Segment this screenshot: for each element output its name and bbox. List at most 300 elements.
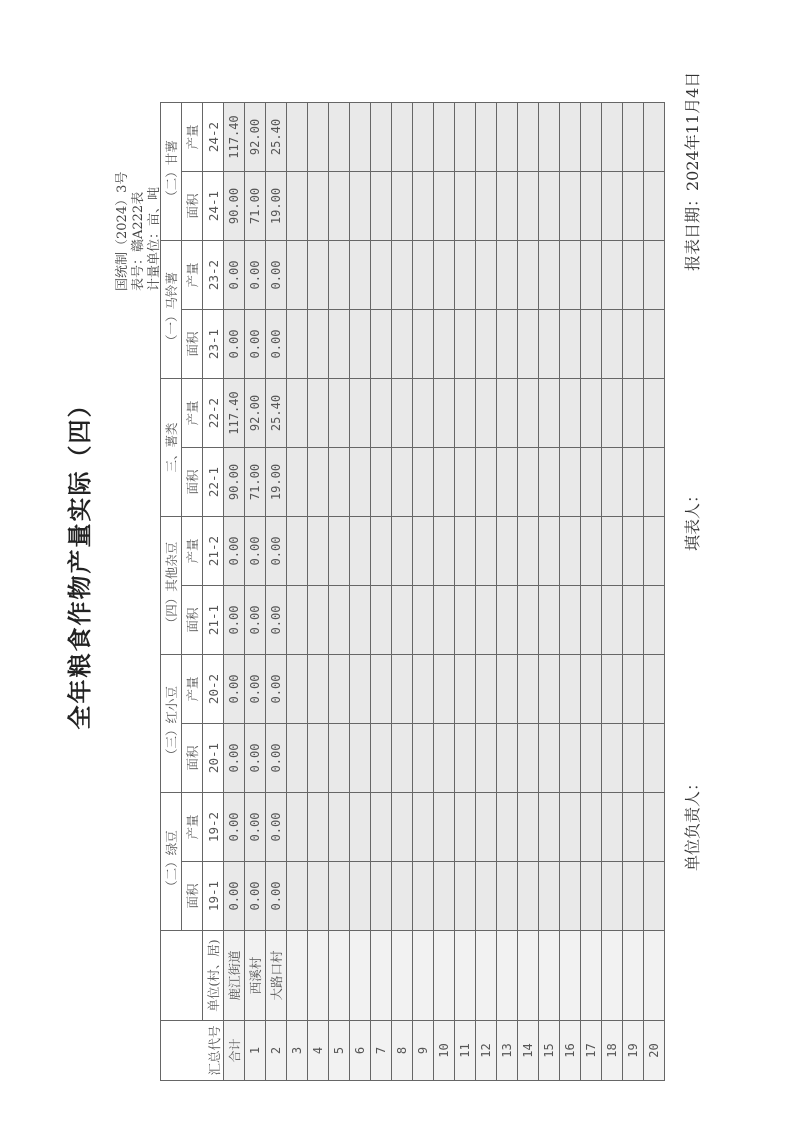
output-cell: [644, 793, 665, 862]
area-cell: [560, 586, 581, 655]
area-cell: [329, 862, 350, 931]
column-code: 22-2: [203, 379, 224, 448]
area-cell: [476, 724, 497, 793]
table-row: [308, 103, 329, 1081]
area-cell: 0.00: [266, 586, 287, 655]
output-cell: [308, 103, 329, 172]
area-header: 面积: [182, 172, 203, 241]
area-cell: [371, 172, 392, 241]
row-code: 13: [497, 1021, 518, 1081]
output-cell: 0.00: [224, 517, 245, 586]
output-cell: [497, 517, 518, 586]
output-cell: [434, 379, 455, 448]
column-code: 24-1: [203, 172, 224, 241]
output-cell: [329, 379, 350, 448]
output-cell: [413, 379, 434, 448]
row-unit-name: [623, 931, 644, 1021]
area-cell: [602, 586, 623, 655]
output-cell: [539, 241, 560, 310]
area-cell: [539, 172, 560, 241]
area-cell: [455, 724, 476, 793]
output-cell: [413, 793, 434, 862]
output-cell: [560, 103, 581, 172]
table-row: [266, 103, 287, 1081]
output-cell: [392, 379, 413, 448]
area-cell: [518, 724, 539, 793]
area-cell: [392, 724, 413, 793]
output-header: 产量: [182, 793, 203, 862]
area-header: 面积: [182, 862, 203, 931]
column-code: 21-2: [203, 517, 224, 586]
output-cell: [350, 793, 371, 862]
area-cell: 0.00: [224, 724, 245, 793]
area-cell: [497, 310, 518, 379]
area-cell: [644, 448, 665, 517]
area-cell: [434, 586, 455, 655]
area-cell: [497, 862, 518, 931]
area-cell: 0.00: [245, 724, 266, 793]
area-cell: [476, 586, 497, 655]
area-cell: 0.00: [245, 310, 266, 379]
area-cell: [602, 172, 623, 241]
row-code: 6: [350, 1021, 371, 1081]
output-cell: [602, 793, 623, 862]
area-cell: [329, 172, 350, 241]
output-cell: 0.00: [266, 655, 287, 724]
row-unit-name: [455, 931, 476, 1021]
output-cell: [434, 517, 455, 586]
area-cell: 0.00: [224, 586, 245, 655]
output-cell: [539, 655, 560, 724]
area-cell: [623, 448, 644, 517]
output-cell: [581, 241, 602, 310]
table-row: [581, 103, 602, 1081]
output-cell: [392, 517, 413, 586]
report-date-label: 报表日期：2024年11月4日: [683, 71, 702, 271]
output-header: 产量: [182, 379, 203, 448]
group-header: （二）绿豆: [161, 793, 182, 931]
col-code-header: 汇总代号: [161, 1021, 224, 1081]
area-cell: [434, 724, 455, 793]
table-row: [245, 103, 266, 1081]
area-cell: [392, 310, 413, 379]
unit-leader-label: 单位负责人：: [683, 774, 702, 871]
output-cell: [581, 655, 602, 724]
meta-table-number: 表号：赣A222表: [131, 191, 146, 291]
output-cell: [644, 103, 665, 172]
output-cell: [413, 103, 434, 172]
area-cell: [623, 586, 644, 655]
area-cell: 71.00: [245, 172, 266, 241]
area-cell: [287, 862, 308, 931]
area-cell: [413, 586, 434, 655]
output-cell: 0.00: [266, 517, 287, 586]
area-cell: [413, 310, 434, 379]
output-cell: [518, 241, 539, 310]
output-cell: [392, 655, 413, 724]
area-cell: [539, 310, 560, 379]
output-cell: [518, 517, 539, 586]
output-cell: [497, 655, 518, 724]
meta-unit: 计量单位：亩、吨: [147, 186, 162, 291]
output-cell: [455, 241, 476, 310]
area-cell: 19.00: [266, 448, 287, 517]
output-cell: [476, 517, 497, 586]
output-cell: [329, 655, 350, 724]
header-code-row: [203, 103, 224, 1081]
area-cell: [581, 310, 602, 379]
row-unit-name: [476, 931, 497, 1021]
area-cell: [539, 448, 560, 517]
area-cell: [329, 310, 350, 379]
area-header: 面积: [182, 310, 203, 379]
row-code: 2: [266, 1021, 287, 1081]
area-cell: [497, 586, 518, 655]
area-cell: [350, 448, 371, 517]
area-cell: [560, 448, 581, 517]
area-cell: [287, 310, 308, 379]
area-cell: [581, 724, 602, 793]
area-cell: [518, 862, 539, 931]
area-cell: [350, 862, 371, 931]
output-cell: [497, 241, 518, 310]
area-cell: [434, 172, 455, 241]
row-unit-name: 鹿江街道: [224, 931, 245, 1021]
row-code: 1: [245, 1021, 266, 1081]
area-cell: [308, 862, 329, 931]
output-cell: [413, 655, 434, 724]
row-code: 合计: [224, 1021, 245, 1081]
area-cell: [644, 862, 665, 931]
area-cell: [644, 172, 665, 241]
table-row: [224, 103, 245, 1081]
area-cell: [623, 862, 644, 931]
area-cell: [476, 448, 497, 517]
area-cell: [371, 724, 392, 793]
column-code: 23-1: [203, 310, 224, 379]
output-cell: [350, 655, 371, 724]
output-cell: [623, 793, 644, 862]
area-cell: [308, 310, 329, 379]
area-cell: 19.00: [266, 172, 287, 241]
group-header: （三）红小豆: [161, 655, 182, 793]
output-cell: [560, 379, 581, 448]
table-row: [602, 103, 623, 1081]
area-cell: [350, 586, 371, 655]
area-cell: [476, 862, 497, 931]
row-code: 17: [581, 1021, 602, 1081]
area-cell: [413, 724, 434, 793]
area-header: 面积: [182, 724, 203, 793]
output-cell: [518, 655, 539, 724]
output-cell: [476, 103, 497, 172]
area-cell: [287, 448, 308, 517]
output-cell: [350, 241, 371, 310]
column-code: 19-1: [203, 862, 224, 931]
group-header: （四）其他杂豆: [161, 517, 182, 655]
area-cell: [455, 448, 476, 517]
output-cell: [623, 517, 644, 586]
area-cell: [308, 586, 329, 655]
output-cell: [434, 655, 455, 724]
area-cell: [623, 310, 644, 379]
area-cell: [287, 586, 308, 655]
table-row: [455, 103, 476, 1081]
area-cell: [350, 724, 371, 793]
area-cell: 90.00: [224, 172, 245, 241]
output-cell: [413, 241, 434, 310]
output-cell: [434, 103, 455, 172]
area-cell: [602, 862, 623, 931]
output-cell: [287, 241, 308, 310]
row-code: 18: [602, 1021, 623, 1081]
output-cell: 0.00: [245, 655, 266, 724]
area-cell: [392, 862, 413, 931]
table-row: [560, 103, 581, 1081]
output-cell: [308, 379, 329, 448]
row-code: 5: [329, 1021, 350, 1081]
area-cell: [560, 172, 581, 241]
area-cell: [350, 172, 371, 241]
output-cell: 117.40: [224, 103, 245, 172]
output-cell: [518, 103, 539, 172]
area-cell: [518, 448, 539, 517]
table-row: [413, 103, 434, 1081]
output-cell: [602, 379, 623, 448]
group-header: （二）甘薯: [161, 103, 182, 241]
area-cell: [560, 724, 581, 793]
output-header: 产量: [182, 655, 203, 724]
output-cell: [581, 103, 602, 172]
output-cell: [371, 655, 392, 724]
output-cell: 0.00: [245, 241, 266, 310]
area-cell: [350, 310, 371, 379]
output-cell: [602, 655, 623, 724]
area-cell: [455, 310, 476, 379]
col-unit-header: 单位(村、居): [203, 931, 224, 1021]
row-unit-name: [287, 931, 308, 1021]
output-cell: [497, 793, 518, 862]
output-cell: [581, 379, 602, 448]
row-code: 20: [644, 1021, 665, 1081]
area-cell: [644, 724, 665, 793]
report-meta: [115, 172, 163, 291]
report-title: 全年粮食作物产量实际（四）: [65, 391, 94, 730]
area-cell: [602, 724, 623, 793]
output-cell: [623, 655, 644, 724]
output-cell: [371, 241, 392, 310]
row-unit-name: [371, 931, 392, 1021]
row-code: 19: [623, 1021, 644, 1081]
output-cell: [602, 103, 623, 172]
output-cell: [539, 793, 560, 862]
row-code: 8: [392, 1021, 413, 1081]
row-unit-name: [581, 931, 602, 1021]
area-cell: [560, 862, 581, 931]
table-row: [287, 103, 308, 1081]
output-cell: [455, 379, 476, 448]
output-cell: [371, 379, 392, 448]
group-header: （一）马铃薯: [161, 241, 182, 379]
crop-output-table: [160, 102, 665, 1081]
area-cell: [497, 724, 518, 793]
output-cell: 0.00: [245, 793, 266, 862]
area-cell: [644, 586, 665, 655]
output-cell: 0.00: [266, 793, 287, 862]
output-cell: [287, 379, 308, 448]
output-cell: [329, 241, 350, 310]
output-cell: [560, 655, 581, 724]
output-cell: [539, 379, 560, 448]
output-cell: [308, 793, 329, 862]
area-cell: [623, 172, 644, 241]
row-unit-name: [644, 931, 665, 1021]
output-cell: 25.40: [266, 103, 287, 172]
area-header: 面积: [182, 586, 203, 655]
column-code: 22-1: [203, 448, 224, 517]
area-cell: [602, 310, 623, 379]
row-unit-name: [413, 931, 434, 1021]
area-cell: [581, 172, 602, 241]
table-row: [518, 103, 539, 1081]
column-code: 19-2: [203, 793, 224, 862]
area-cell: [413, 172, 434, 241]
table-row: [623, 103, 644, 1081]
area-cell: [539, 724, 560, 793]
area-cell: [539, 862, 560, 931]
area-cell: 71.00: [245, 448, 266, 517]
table-row: [476, 103, 497, 1081]
output-cell: 0.00: [266, 241, 287, 310]
area-cell: [518, 172, 539, 241]
output-cell: [560, 241, 581, 310]
row-unit-name: [350, 931, 371, 1021]
area-cell: [371, 448, 392, 517]
output-cell: [287, 655, 308, 724]
output-cell: [581, 517, 602, 586]
area-cell: [392, 172, 413, 241]
output-cell: [287, 103, 308, 172]
area-cell: [308, 448, 329, 517]
output-cell: [644, 655, 665, 724]
output-cell: [329, 793, 350, 862]
table-row: [539, 103, 560, 1081]
output-cell: [308, 241, 329, 310]
output-cell: [392, 103, 413, 172]
row-unit-name: [602, 931, 623, 1021]
col-unit-header-blank: [161, 931, 203, 1021]
output-cell: 117.40: [224, 379, 245, 448]
area-cell: [518, 310, 539, 379]
output-cell: [560, 517, 581, 586]
area-cell: [308, 724, 329, 793]
output-cell: [455, 793, 476, 862]
area-cell: 0.00: [224, 310, 245, 379]
area-cell: 0.00: [266, 724, 287, 793]
row-code: 12: [476, 1021, 497, 1081]
area-cell: [518, 586, 539, 655]
column-code: 24-2: [203, 103, 224, 172]
area-cell: [434, 862, 455, 931]
row-unit-name: [329, 931, 350, 1021]
row-unit-name: [560, 931, 581, 1021]
output-cell: [434, 793, 455, 862]
area-cell: [287, 724, 308, 793]
area-cell: [623, 724, 644, 793]
area-cell: [371, 586, 392, 655]
area-cell: 0.00: [266, 862, 287, 931]
row-code: 14: [518, 1021, 539, 1081]
output-cell: 0.00: [224, 793, 245, 862]
area-cell: [371, 862, 392, 931]
row-unit-name: [308, 931, 329, 1021]
column-code: 20-1: [203, 724, 224, 793]
output-cell: [329, 517, 350, 586]
area-cell: [287, 172, 308, 241]
output-cell: [287, 517, 308, 586]
output-cell: [623, 379, 644, 448]
output-cell: [581, 793, 602, 862]
row-unit-name: [497, 931, 518, 1021]
table-row: [434, 103, 455, 1081]
header-group-row: [161, 103, 182, 1081]
area-cell: [455, 586, 476, 655]
column-code: 20-2: [203, 655, 224, 724]
area-cell: [455, 862, 476, 931]
output-cell: [560, 793, 581, 862]
output-cell: 0.00: [245, 517, 266, 586]
area-header: 面积: [182, 448, 203, 517]
output-cell: [518, 379, 539, 448]
output-cell: [287, 793, 308, 862]
row-code: 10: [434, 1021, 455, 1081]
area-cell: [539, 586, 560, 655]
area-cell: [329, 724, 350, 793]
area-cell: [413, 448, 434, 517]
area-cell: 0.00: [245, 862, 266, 931]
table-row: [329, 103, 350, 1081]
area-cell: [413, 862, 434, 931]
output-cell: 92.00: [245, 103, 266, 172]
area-cell: [644, 310, 665, 379]
output-cell: [644, 241, 665, 310]
row-unit-name: [434, 931, 455, 1021]
output-cell: [455, 103, 476, 172]
output-cell: [308, 517, 329, 586]
table-row: [371, 103, 392, 1081]
output-cell: [392, 793, 413, 862]
group-header: 三、薯类: [161, 379, 182, 517]
row-code: 9: [413, 1021, 434, 1081]
row-code: 3: [287, 1021, 308, 1081]
output-header: 产量: [182, 241, 203, 310]
area-cell: [497, 172, 518, 241]
area-cell: [329, 586, 350, 655]
output-cell: [392, 241, 413, 310]
column-code: 21-1: [203, 586, 224, 655]
area-cell: [476, 172, 497, 241]
column-code: 23-2: [203, 241, 224, 310]
output-cell: [350, 103, 371, 172]
row-unit-name: 西溪村: [245, 931, 266, 1021]
row-code: 4: [308, 1021, 329, 1081]
area-cell: [455, 172, 476, 241]
output-cell: [371, 103, 392, 172]
area-cell: [329, 448, 350, 517]
meta-doc-number: 国统制（2024）3号: [115, 171, 130, 291]
area-cell: 0.00: [245, 586, 266, 655]
output-cell: [623, 241, 644, 310]
